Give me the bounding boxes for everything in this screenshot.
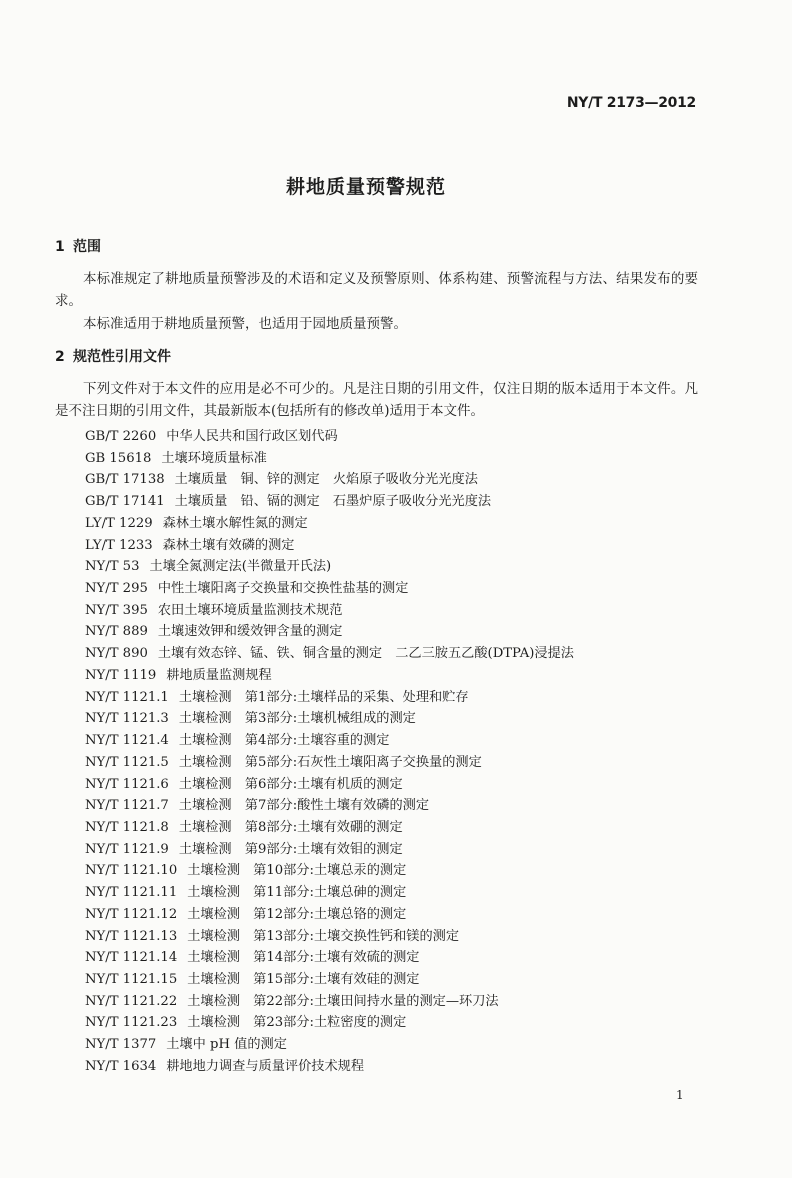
- reference-item: [85, 665, 574, 687]
- reference-item: [85, 926, 574, 948]
- reference-code: NY/T 1121.5: [85, 754, 169, 770]
- reference-title: 土壤检测 第23部分:土粒密度的测定: [187, 1015, 407, 1031]
- reference-code: NY/T 1121.15: [85, 971, 178, 987]
- reference-code: NY/T 1119: [85, 667, 157, 683]
- scope-paragraph-2: 本标准适用于耕地质量预警，也适用于园地质量预警。: [83, 316, 407, 332]
- reference-code: NY/T 1121.7: [85, 798, 169, 814]
- reference-item: [85, 1056, 574, 1078]
- reference-code: NY/T 1121.12: [85, 906, 178, 922]
- reference-code: NY/T 1121.1: [85, 689, 169, 705]
- reference-title: 土壤质量 铅、镉的测定 石墨炉原子吸收分光光度法: [174, 494, 492, 510]
- reference-item: [85, 687, 574, 709]
- reference-title: 土壤检测 第11部分:土壤总砷的测定: [187, 885, 407, 901]
- reference-code: GB/T 17138: [85, 472, 165, 488]
- reference-code: NY/T 1121.4: [85, 733, 169, 749]
- reference-item: [85, 578, 574, 600]
- reference-code: GB/T 2260: [85, 429, 157, 444]
- reference-item: [85, 795, 574, 817]
- reference-item: [85, 991, 574, 1013]
- reference-item: [85, 947, 574, 969]
- reference-code: NY/T 1121.14: [85, 950, 178, 966]
- reference-code: NY/T 1121.8: [85, 819, 169, 835]
- reference-item: [85, 643, 574, 665]
- reference-item: [85, 708, 574, 730]
- reference-title: 土壤检测 第14部分:土壤有效硫的测定: [187, 950, 420, 966]
- reference-code: LY/T 1229: [85, 515, 153, 531]
- reference-code: NY/T 1121.6: [85, 776, 169, 792]
- section-1-heading: [55, 236, 101, 256]
- reference-title: 土壤检测 第1部分:土壤样品的采集、处理和贮存: [178, 689, 469, 705]
- reference-item: [85, 535, 574, 557]
- reference-code: NY/T 1634: [85, 1058, 157, 1074]
- reference-title: 森林土壤有效磷的测定: [162, 537, 295, 553]
- reference-item: [85, 752, 574, 774]
- section-number: 1: [55, 239, 65, 255]
- reference-item: [85, 969, 574, 991]
- reference-code: NY/T 1121.13: [85, 928, 178, 944]
- reference-code: NY/T 1121.11: [85, 885, 178, 901]
- reference-title: 土壤质量 铜、锌的测定 火焰原子吸收分光光度法: [174, 472, 478, 488]
- reference-item: [85, 774, 574, 796]
- reference-item: [85, 904, 574, 926]
- document-title: 耕地质量预警规范: [285, 176, 446, 198]
- reference-item: [85, 448, 574, 470]
- reference-title: 土壤检测 第6部分:土壤有机质的测定: [178, 776, 403, 792]
- reference-title: 农田土壤环境质量监测技术规范: [157, 602, 343, 618]
- reference-title: 土壤速效钾和缓效钾含量的测定: [157, 624, 343, 640]
- standard-code: NY/T 2173—2012: [566, 95, 696, 111]
- reference-item: [85, 600, 574, 622]
- reference-list: [85, 426, 574, 1078]
- reference-title: 土壤检测 第3部分:土壤机械组成的测定: [178, 711, 416, 727]
- section-title: 范围: [73, 239, 101, 255]
- reference-code: GB/T 17141: [85, 494, 165, 510]
- reference-item: [85, 860, 574, 882]
- reference-code: NY/T 295: [85, 581, 148, 597]
- reference-title: 土壤检测 第22部分:土壤田间持水量的测定—环刀法: [187, 993, 499, 1009]
- normative-references-intro: 下列文件对于本文件的应用是必不可少的。凡是注日期的引用文件，仅注日期的版本适用于本文件。凡是不注日期的引用文件，其最新版本(包括所有的修改单)适用于本文件。: [55, 381, 698, 419]
- reference-title: 土壤检测 第9部分:土壤有效钼的测定: [178, 841, 403, 857]
- reference-title: 土壤检测 第10部分:土壤总汞的测定: [187, 863, 407, 879]
- section-title: 规范性引用文件: [73, 349, 171, 365]
- reference-title: 中华人民共和国行政区划代码: [166, 429, 338, 444]
- reference-title: 中性土壤阳离子交换量和交换性盐基的测定: [157, 581, 409, 597]
- reference-code: LY/T 1233: [85, 537, 153, 553]
- reference-title: 土壤检测 第15部分:土壤有效硅的测定: [187, 971, 420, 987]
- reference-code: NY/T 1121.22: [85, 993, 178, 1009]
- reference-code: NY/T 889: [85, 624, 148, 640]
- reference-code: GB 15618: [85, 450, 152, 466]
- scope-paragraph-1: 本标准规定了耕地质量预警涉及的术语和定义及预警原则、体系构建、预警流程与方法、结果发布的要求。: [55, 271, 698, 309]
- reference-code: NY/T 1121.9: [85, 841, 169, 857]
- reference-item: [85, 839, 574, 861]
- section-number: 2: [55, 349, 65, 365]
- reference-item: [85, 491, 574, 513]
- reference-title: 土壤全氮测定法(半微量开氏法): [149, 559, 332, 575]
- page-number: 1: [676, 1088, 684, 1102]
- reference-title: 土壤环境质量标准: [161, 450, 267, 466]
- reference-code: NY/T 890: [85, 646, 148, 662]
- reference-code: NY/T 1377: [85, 1037, 157, 1053]
- reference-item: [85, 513, 574, 535]
- reference-title: 土壤检测 第4部分:土壤容重的测定: [178, 733, 390, 749]
- reference-item: [85, 882, 574, 904]
- reference-title: 土壤检测 第12部分:土壤总铬的测定: [187, 906, 407, 922]
- reference-code: NY/T 53: [85, 559, 140, 575]
- reference-item: [85, 621, 574, 643]
- reference-item: [85, 817, 574, 839]
- reference-title: 土壤中 pH 值的测定: [166, 1037, 287, 1053]
- reference-item: [85, 730, 574, 752]
- reference-title: 土壤检测 第7部分:酸性土壤有效磷的测定: [178, 798, 430, 814]
- reference-code: NY/T 1121.3: [85, 711, 169, 727]
- reference-title: 耕地地力调查与质量评价技术规程: [166, 1058, 365, 1074]
- reference-title: 土壤检测 第13部分:土壤交换性钙和镁的测定: [187, 928, 460, 944]
- reference-title: 土壤检测 第5部分:石灰性土壤阳离子交换量的测定: [178, 754, 482, 770]
- reference-item: [85, 469, 574, 491]
- reference-item: [85, 1012, 574, 1034]
- reference-item: [85, 556, 574, 578]
- reference-code: NY/T 395: [85, 602, 148, 618]
- reference-item: [85, 1034, 574, 1056]
- reference-title: 森林土壤水解性氮的测定: [162, 515, 308, 531]
- reference-item: [85, 426, 574, 448]
- section-2-heading: [55, 346, 171, 366]
- reference-title: 土壤检测 第8部分:土壤有效硼的测定: [178, 819, 403, 835]
- reference-code: NY/T 1121.10: [85, 863, 178, 879]
- reference-title: 耕地质量监测规程: [166, 667, 272, 683]
- reference-code: NY/T 1121.23: [85, 1015, 178, 1031]
- reference-title: 土壤有效态锌、锰、铁、铜含量的测定 二乙三胺五乙酸(DTPA)浸提法: [157, 646, 574, 662]
